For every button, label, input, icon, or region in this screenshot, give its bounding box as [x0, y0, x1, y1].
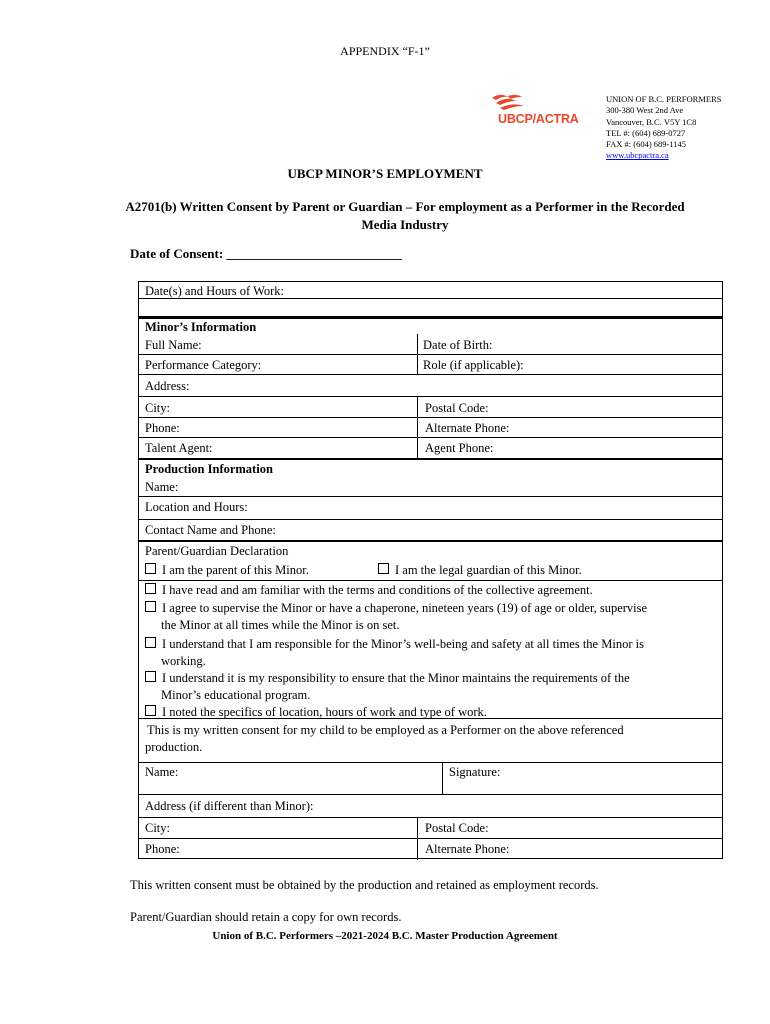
- agent-phone-label: Agent Phone:: [425, 441, 494, 455]
- location-hours-label: Location and Hours:: [145, 500, 248, 514]
- production-name-label: Name:: [145, 480, 179, 494]
- contact-label: Contact Name and Phone:: [145, 523, 276, 537]
- union-website-link[interactable]: www.ubcpactra.ca: [606, 150, 669, 161]
- date-of-consent-field[interactable]: Date of Consent: ___________________________: [130, 246, 402, 261]
- logo-swirl-icon: [490, 92, 530, 114]
- parent-postal-code-label: Postal Code:: [425, 821, 489, 835]
- talent-agent-label: Talent Agent:: [145, 441, 213, 455]
- ubcp-actra-logo: [490, 92, 590, 126]
- page-subtitle: A2701(b) Written Consent by Parent or Guardian – For employment as a Performer in the Recorded Media Industry: [125, 199, 685, 232]
- declaration-heading: Parent/Guardian Declaration: [145, 544, 289, 558]
- address-different-label: Address (if different than Minor):: [145, 799, 314, 813]
- postal-code-label: Postal Code:: [425, 401, 489, 415]
- retention-note: This written consent must be obtained by the production and retained as employment records.: [130, 878, 599, 892]
- union-city: Vancouver, B.C. V5Y 1C8: [606, 116, 697, 127]
- declaration-item[interactable]: [145, 583, 593, 598]
- union-street: 300-380 West 2nd Ave: [606, 105, 684, 116]
- alternate-phone-label: Alternate Phone:: [425, 421, 510, 435]
- declaration-item[interactable]: [145, 637, 644, 652]
- declaration-item[interactable]: [145, 671, 630, 686]
- parent-option-label: I am the parent of this Minor.: [162, 563, 309, 577]
- minor-info-heading: Minor’s Information: [145, 320, 257, 334]
- copy-note: Parent/Guardian should retain a copy for own records.: [130, 910, 402, 924]
- date-of-birth-label: Date of Birth:: [423, 338, 493, 352]
- decl-3-checkbox[interactable]: [145, 637, 156, 648]
- parent-city-label: City:: [145, 821, 171, 835]
- consent-statement-cont: production.: [145, 740, 203, 754]
- parent-phone-label: Phone:: [145, 842, 180, 856]
- parent-option[interactable]: [145, 563, 309, 578]
- decl-1-label: I have read and am familiar with the terms and conditions of the collective agreement.: [162, 583, 593, 597]
- guardian-checkbox[interactable]: [378, 563, 389, 574]
- decl-2-label-cont: the Minor at all times while the Minor is on set.: [161, 618, 400, 632]
- decl-3-label: I understand that I am responsible for the Minor’s well-being and safety at all times the Minor is: [162, 637, 644, 651]
- decl-4-checkbox[interactable]: [145, 671, 156, 682]
- performance-category-label: Performance Category:: [145, 358, 262, 372]
- phone-label: Phone:: [145, 421, 180, 435]
- decl-1-checkbox[interactable]: [145, 583, 156, 594]
- full-name-label: Full Name:: [145, 338, 202, 352]
- decl-4-label: I understand it is my responsibility to ensure that the Minor maintains the requirements of the: [162, 671, 630, 685]
- decl-2-label: I agree to supervise the Minor or have a chaperone, nineteen years (19) of age or older, supervise: [162, 601, 648, 615]
- union-tel: TEL #: (604) 689-0727: [606, 127, 686, 138]
- guardian-option[interactable]: [378, 563, 582, 578]
- decl-5-label: I noted the specifics of location, hours of work and type of work.: [162, 705, 487, 719]
- production-info-heading: Production Information: [145, 462, 273, 476]
- union-name: UNION OF B.C. PERFORMERS: [606, 94, 722, 104]
- decl-4-label-cont: Minor’s educational program.: [161, 688, 311, 702]
- role-label: Role (if applicable):: [423, 358, 524, 372]
- declaration-item[interactable]: [145, 601, 647, 616]
- union-fax: FAX #: (604) 689-1145: [606, 139, 687, 150]
- dates-hours-label: Date(s) and Hours of Work:: [145, 284, 285, 298]
- parent-name-label: Name:: [145, 765, 179, 779]
- decl-2-checkbox[interactable]: [145, 601, 156, 612]
- logo-text: UBCP/ACTRA: [498, 112, 579, 126]
- parent-alternate-phone-label: Alternate Phone:: [425, 842, 510, 856]
- guardian-option-label: I am the legal guardian of this Minor.: [395, 563, 582, 577]
- city-label: City:: [145, 401, 171, 415]
- parent-checkbox[interactable]: [145, 563, 156, 574]
- consent-statement: This is my written consent for my child to be employed as a Performer on the above referenced: [147, 723, 624, 737]
- declaration-item[interactable]: [145, 705, 487, 720]
- page-title: UBCP MINOR’S EMPLOYMENT: [287, 166, 483, 181]
- address-label: Address:: [145, 379, 190, 393]
- union-address-block: [606, 94, 722, 162]
- decl-3-label-cont: working.: [161, 654, 206, 668]
- agreement-footer: Union of B.C. Performers –2021-2024 B.C. Master Production Agreement: [212, 930, 558, 942]
- consent-form: [138, 281, 723, 859]
- appendix-label: APPENDIX “F-1”: [340, 44, 430, 58]
- signature-label: Signature:: [449, 765, 501, 779]
- decl-5-checkbox[interactable]: [145, 705, 156, 716]
